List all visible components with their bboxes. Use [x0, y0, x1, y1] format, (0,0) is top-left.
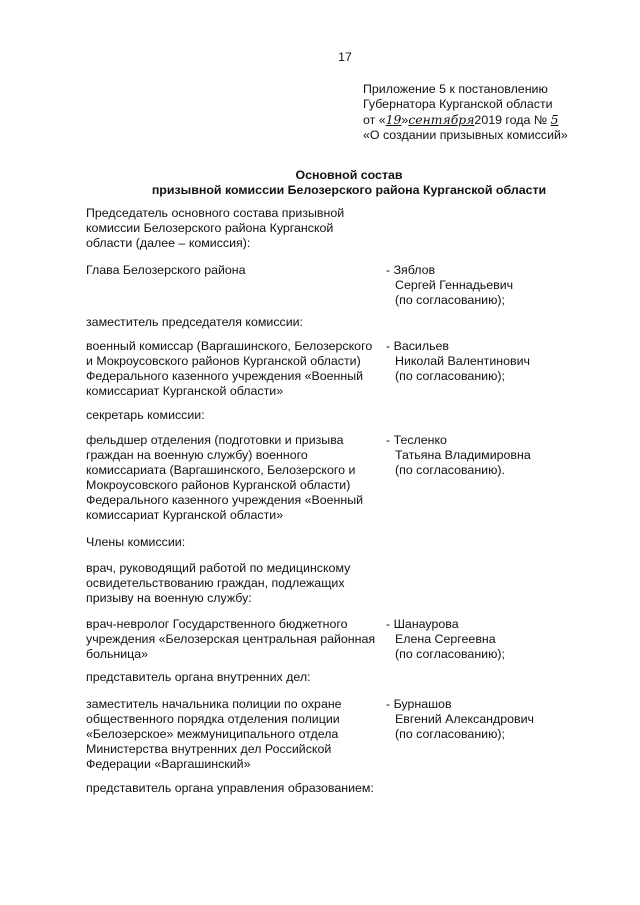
- chair-note: (по согласованию);: [395, 293, 505, 307]
- deputy-name: Николай Валентинович: [395, 354, 530, 368]
- doctor-position: [86, 617, 375, 662]
- doctor-heading-line: освидетельствованию граждан, подлежащих: [86, 576, 345, 590]
- chair-heading-line: области (далее – комиссия):: [86, 236, 251, 250]
- police-position-line: общественного порядка отделения полиции: [86, 712, 340, 726]
- appendix-date-prefix: от «: [363, 113, 386, 127]
- title-line-1: Основной состав: [295, 168, 403, 182]
- deputy-person: [386, 339, 530, 384]
- title-line-2: призывной комиссии Белозерского района Курганской области: [151, 183, 547, 197]
- police-name: Евгений Александрович: [395, 712, 534, 726]
- deputy-position-line: военный комиссар (Варгашинского, Белозерского: [86, 339, 373, 353]
- deputy-heading: заместитель председателя комиссии:: [86, 315, 303, 329]
- chair-person: [386, 263, 513, 308]
- chair-heading-line: комиссии Белозерского района Курганской: [86, 221, 334, 235]
- secretary-position-line: Мокроусовского районов Курганской области): [86, 478, 351, 492]
- appendix-header: [363, 82, 568, 143]
- police-person: [386, 697, 534, 742]
- doctor-position-line: учреждения «Белозерская центральная районная: [86, 632, 376, 646]
- police-surname: - Бурнашов: [386, 697, 452, 711]
- chair-heading-line: Председатель основного состава призывной: [86, 206, 345, 220]
- secretary-position: [86, 433, 363, 523]
- doctor-heading-line: врач, руководящий работой по медицинскому: [86, 561, 351, 575]
- secretary-heading: секретарь комиссии:: [86, 408, 205, 422]
- police-position-line: Федерации «Варгашинский»: [86, 757, 251, 771]
- deputy-position-line: Федерального казенного учреждения «Военный: [86, 369, 364, 383]
- deputy-position: [86, 339, 372, 399]
- police-position-line: «Белозерское» межмуниципального отдела: [86, 727, 339, 741]
- deputy-surname: - Васильев: [386, 339, 449, 353]
- chair-name: Сергей Геннадьевич: [395, 278, 514, 292]
- police-position: [86, 697, 342, 772]
- page-number: 17: [338, 50, 352, 64]
- appendix-date-year: 2019 года №: [474, 113, 548, 127]
- doctor-position-line: врач-невролог Государственного бюджетного: [86, 617, 348, 631]
- secretary-note: (по согласованию).: [395, 463, 505, 477]
- secretary-position-line: Федерального казенного учреждения «Военный: [86, 493, 364, 507]
- doctor-surname: - Шанаурова: [386, 617, 459, 631]
- secretary-name: Татьяна Владимировна: [395, 448, 531, 462]
- doctor-name: Елена Сергеевна: [395, 632, 496, 646]
- doctor-heading: [86, 561, 350, 606]
- appendix-number: 5: [550, 112, 559, 127]
- doctor-position-line: больница»: [86, 647, 149, 661]
- doctor-heading-line: призыву на военную службу:: [86, 591, 252, 605]
- secretary-person: [386, 433, 531, 478]
- secretary-surname: - Тесленко: [386, 433, 447, 447]
- deputy-position-line: и Мокроусовского районов Курганской области): [86, 354, 361, 368]
- appendix-line-3: [363, 112, 568, 128]
- police-position-line: заместитель начальника полиции по охране: [86, 697, 342, 711]
- members-heading: Члены комиссии:: [86, 535, 186, 549]
- police-position-line: Министерства внутренних дел Российской: [86, 742, 332, 756]
- secretary-position-line: фельдшер отделения (подготовки и призыва: [86, 433, 344, 447]
- doctor-note: (по согласованию);: [395, 647, 505, 661]
- appendix-line-2: Губернатора Курганской области: [363, 97, 553, 111]
- appendix-date-day: 19: [385, 112, 402, 127]
- deputy-note: (по согласованию);: [395, 369, 505, 383]
- chair-heading: [86, 206, 344, 251]
- secretary-position-line: граждан на военную службу) военного: [86, 448, 308, 462]
- police-heading: представитель органа внутренних дел:: [86, 670, 311, 684]
- chair-position-line: Глава Белозерского района: [86, 263, 246, 277]
- chair-position: [86, 263, 246, 278]
- police-note: (по согласованию);: [395, 727, 505, 741]
- appendix-line-4: «О создании призывных комиссий»: [363, 128, 568, 142]
- secretary-position-line: комиссариат Курганской области»: [86, 508, 284, 522]
- appendix-line-1: Приложение 5 к постановлению: [363, 82, 548, 96]
- secretary-position-line: комиссариата (Варгашинского, Белозерского и: [86, 463, 356, 477]
- deputy-position-line: комиссариат Курганской области»: [86, 384, 284, 398]
- document-title: [0, 168, 640, 198]
- education-heading: представитель органа управления образованием:: [86, 781, 374, 795]
- chair-surname: - Зяблов: [386, 263, 436, 277]
- appendix-date-month: сентября: [408, 112, 475, 127]
- appendix-date-mid: »: [401, 113, 409, 127]
- doctor-person: [386, 617, 505, 662]
